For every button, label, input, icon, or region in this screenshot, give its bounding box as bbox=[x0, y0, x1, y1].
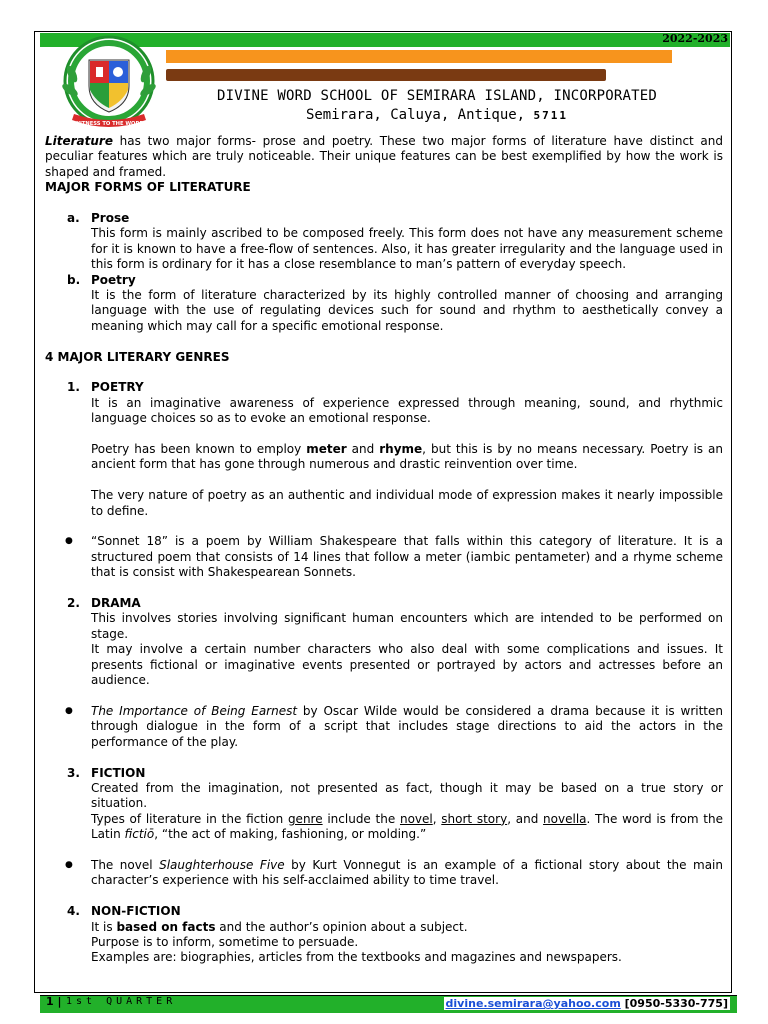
example-earnest: ● The Importance of Being Earnest by Oscar Wilde would be considered a drama because it is written through dialogue in the form of a script that includes stage directions to aid the actors in the performance of the play. bbox=[65, 703, 723, 749]
school-name: DIVINE WORD SCHOOL OF SEMIRARA ISLAND, INCORPORATED bbox=[216, 88, 658, 104]
footer-page-number: 1 | bbox=[46, 995, 62, 1008]
form-item-prose: a. Prose This form is mainly ascribed to be composed freely. This form does not have any measurement scheme for it is known to have a free-flow of sentences. Also, it has greater irregularity and the language used in this form is ordinary for it has a close resemblance to man’s pattern of everyday speech. bbox=[67, 211, 723, 272]
bullet-icon: ● bbox=[65, 859, 73, 870]
major-forms-heading: MAJOR FORMS OF LITERATURE bbox=[45, 180, 251, 195]
svg-text:WITNESS TO THE WORD: WITNESS TO THE WORD bbox=[74, 121, 144, 127]
bullet-icon: ● bbox=[65, 705, 73, 716]
header-brown-bar bbox=[166, 69, 606, 81]
footer-quarter: 1st QUARTER bbox=[66, 996, 177, 1007]
genre-poetry: 1. POETRY It is an imaginative awareness of experience expressed through meaning, sound, and rhythmic language choices so as to evoke an emotional response. Poetry has been known to employ meter and rhyme, but this is by no means necessary. Poetry is an ancient form that has gone through numerous and drastic reinvention over time. The very nature of poetry as an authentic and individual mode of expression makes it nearly impossible to define. bbox=[67, 380, 723, 518]
bullet-icon: ● bbox=[65, 536, 73, 547]
genre-fiction: 3. FICTION Created from the imagination, not presented as fact, though it may be based on a true story or situation. Types of literature in the fiction genre include the novel, short story, and novella. The word is from the Latin fictiō, “the act of making, fashioning, or molding.” bbox=[67, 765, 723, 842]
school-zip: 5711 bbox=[533, 109, 569, 122]
school-address: Semirara, Caluya, Antique, 5711 bbox=[305, 107, 569, 123]
footer-email-link[interactable]: divine.semirara@yahoo.com bbox=[445, 997, 621, 1010]
intro-paragraph: Literature has two major forms- prose and poetry. These two major forms of literature have distinct and peculiar features which are truly noticeable. Their unique features can be best exemplified by how the work is shaped and framed. bbox=[45, 134, 723, 179]
header-orange-bar bbox=[166, 50, 672, 63]
genres-heading: 4 MAJOR LITERARY GENRES bbox=[45, 349, 230, 364]
document-body bbox=[45, 134, 723, 966]
form-item-poetry: b. Poetry It is the form of literature characterized by its highly controlled manner of choosing and arranging language with the use of regulating devices such for sound and rhythm to aesthetically convey a meaning which may call for a specific emotional response. bbox=[67, 272, 723, 333]
footer-contact bbox=[444, 997, 730, 1010]
genre-nonfiction: 4. NON-FICTION It is based on facts and the author’s opinion about a subject. Purpose is to inform, sometime to persuade. Examples are: biographies, articles from the textbooks and magazines and newspapers. bbox=[67, 904, 622, 965]
footer-phone: [0950-5330-775] bbox=[620, 997, 728, 1010]
example-sonnet-18: ● “Sonnet 18” is a poem by William Shakespeare that falls within this category of literature. It is a structured poem that consists of 14 lines that follow a meter (iambic pentameter) and a rhyme scheme that is consist with Shakespearean Sonnets. bbox=[65, 534, 723, 580]
example-slaughterhouse: ● The novel Slaughterhouse Five by Kurt Vonnegut is an example of a fictional story about the main character’s experience with his self-acclaimed ability to time travel. bbox=[65, 857, 723, 888]
genre-drama: 2. DRAMA This involves stories involving significant human encounters which are intended to be performed on stage. It may involve a certain number characters who also deal with some complications and issues. It presents fictional or imaginative events presented or portrayed by actors and actresses before an audience. bbox=[67, 596, 723, 688]
school-seal-logo bbox=[44, 34, 174, 134]
school-year: 2022-2023 bbox=[662, 32, 728, 45]
